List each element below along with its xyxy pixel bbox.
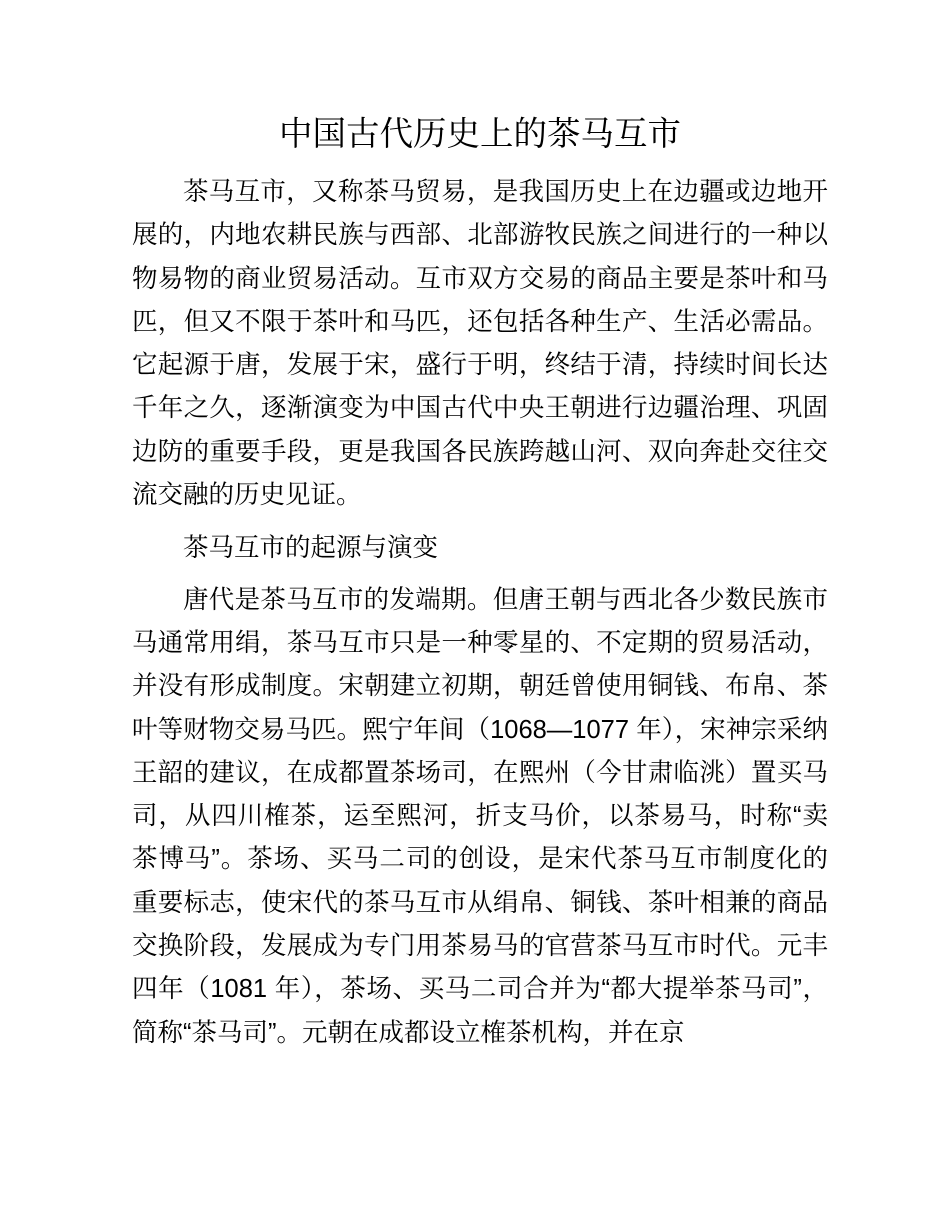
section-heading: 茶马互市的起源与演变 [183,534,439,563]
document-title: 中国古代历史上的茶马互市 [279,116,681,153]
intro-paragraph: 茶马互市，又称茶马贸易，是我国历史上在边疆或边地开展的，内地农耕民族与西部、北部游牧民族之间进行的一种以物易物的商业贸易活动。互市双方交易的商品主要是茶叶和马匹，但又不限于茶叶和马匹，还包括各种生产、生活必需品。它起源于唐，发展于宋，盛行于明，终结于清，持续时间长达千年之久，逐渐演变为中国古代中央王朝进行边疆治理、巩固边防的重要手段，更是我国各民族跨越山河、双向奔赴交往交流交融的历史见证。 [132,178,828,510]
section-body-paragraph: 唐代是茶马互市的发端期。但唐王朝与西北各少数民族市马通常用绢，茶马互市只是一种零星的、不定期的贸易活动，并没有形成制度。宋朝建立初期，朝廷曾使用铜钱、布帛、茶叶等财物交易马匹。熙宁年间（1068—1077 年），宋神宗采纳王韶的建议，在成都置茶场司，在熙州（今甘肃临洮）置买马司，从四川榷茶，运至熙河，折支马价，以茶易马，时称“卖茶博马”。茶场、买马二司的创设，是宋代茶马互市制度化的重要标志，使宋代的茶马互市从绢帛、铜钱、茶叶相兼的商品交换阶段，发展成为专门用茶易马的官营茶马互市时代。元丰四年（1081 年），茶场、买马二司合并为“都大提举茶马司”，简称“茶马司”。元朝在成都设立榷茶机构，并在京 [132,585,828,1047]
